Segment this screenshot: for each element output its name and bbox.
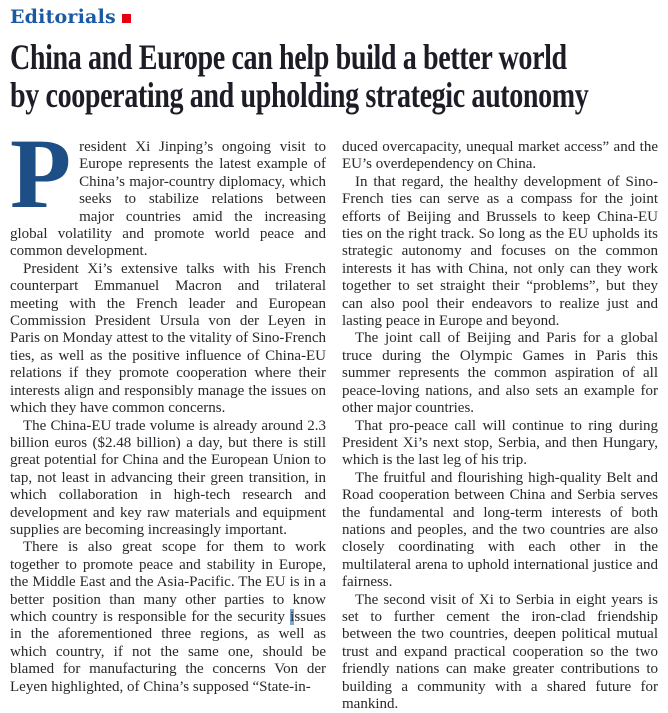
paragraph: The China-EU trade volume is already around 2.3 billion euros ($2.48 billion) a day, but there is still great potential for China and the European Union to tap, not least in advancing their green transition, in which collaboration in high-tech research and development and key raw materials and equipment supplies are becoming increasingly important. — [10, 417, 326, 538]
paragraph-text: resident Xi Jinping’s ongoing visit to Europe represents the latest example of China’s major-country diplomacy, which seeks to stabilize relations between major countries amid the increasing global volatility and promote world peace and common development. — [10, 139, 326, 260]
paragraph-continuation: duced overcapacity, unequal market access” and the EU’s overdependency on China. — [342, 139, 658, 173]
red-square-marker — [122, 14, 131, 23]
column-left — [10, 118, 326, 713]
paragraph: In that regard, the healthy development of Sino-French ties can serve as a compass for the joint efforts of Beijing and Brussels to keep China-EU ties on the right track. So long as the EU upholds its strategic autonomy and focuses on the common interests it has with China, not only can they work together to set straight their “problems”, but they can also pool their endeavors to realize just and lasting peace in Europe and beyond. — [342, 173, 658, 330]
highlighted-char: i — [290, 608, 295, 625]
paragraph-text: There is also great scope for them to work together to promote peace and stability in Europe, the Middle East and the Asia-Pacific. The EU is in a better position than many other parties to know which country is responsible for the security — [10, 539, 326, 625]
paragraph — [10, 539, 326, 696]
paragraph: That pro-peace call will continue to ring during President Xi’s next stop, Serbia, and then Hungary, which is the last leg of his trip. — [342, 417, 658, 469]
column-right — [342, 139, 658, 713]
paragraph: The second visit of Xi to Serbia in eight years is set to further cement the iron-clad friendship between the two countries, deepen political mutual trust and expand practical cooperation so the two friendly nations can make greater contributions to building a community with a shared future for mankind. — [342, 591, 658, 712]
paragraph: The fruitful and flourishing high-quality Belt and Road cooperation between China and Serbia serves the fundamental and long-term interests of both nations and peoples, and the two countries are also closely coordinating with each other in the multilateral arena to uphold international justice and fairness. — [342, 469, 658, 591]
headline — [10, 37, 589, 118]
headline-line-2: by cooperating and upholding strategic autonomy — [10, 75, 589, 115]
paragraph: President Xi’s extensive talks with his French counterpart Emmanuel Macron and trilateral meeting with the French leader and European Commission President Ursula von der Leyen in Paris on Monday attest to the vitality of Sino-French ties, as well as the positive influence of China-EU relations if they promote cooperation where their interests align and responsibly manage the issues on which they have common concerns. — [10, 260, 326, 417]
section-header — [10, 5, 658, 118]
section-row — [10, 5, 658, 29]
article-body — [10, 118, 658, 713]
paragraph: The joint call of Beijing and Paris for a global truce during the Olympic Games in Paris this summer represents the common aspiration of all peace-loving nations, and also sets an example for other major countries. — [342, 330, 658, 417]
headline-line-1: China and Europe can help build a better world — [10, 37, 567, 77]
paragraph-lead — [10, 118, 326, 261]
section-title: Editorials — [10, 6, 116, 28]
paragraph-text: ssues in the aforementioned three regions, as well as which country, if not the same one, should be blamed for manufacturing the concerns Von der Leyen highlighted, of China’s supposed “State-in- — [10, 608, 326, 695]
drop-cap: P — [10, 118, 72, 229]
